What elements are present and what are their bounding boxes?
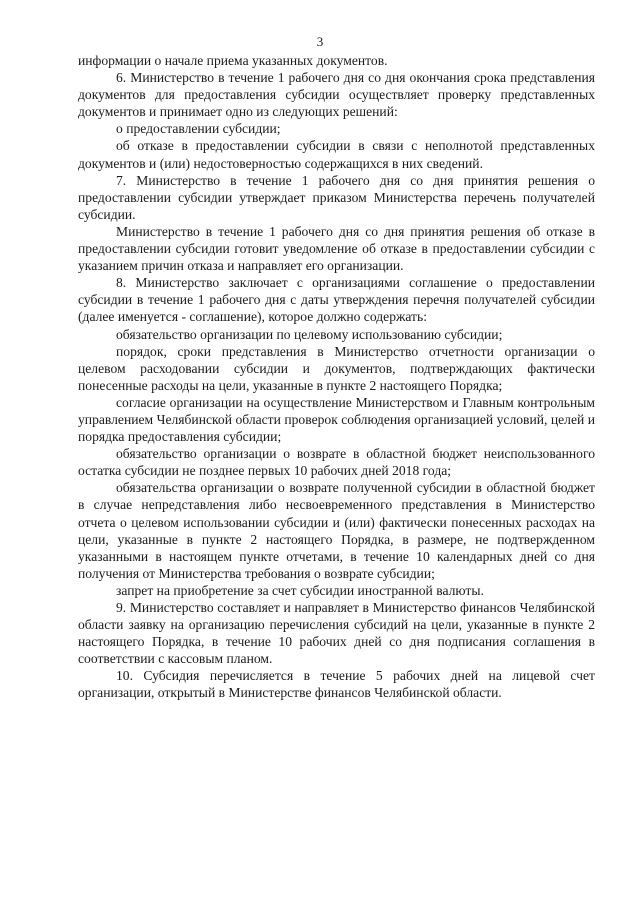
paragraph: 8. Министерство заключает с организациями соглашение о предоставлении субсидии в течение 1 рабочего дня с даты утверждения перечня получателей субсидии (далее именуется - соглашение), которое должно содержать: xyxy=(78,275,595,325)
paragraph: информации о начале приема указанных документов. xyxy=(78,53,388,68)
paragraph: 7. Министерство в течение 1 рабочего дня со дня принятия решения о предоставлении субсидии утверждает приказом Министерства перечень получателей субсидии. xyxy=(78,172,595,222)
paragraph: 10. Субсидия перечисляется в течение 5 рабочих дней на лицевой счет организации, открытый в Министерстве финансов Челябинской области. xyxy=(78,668,595,701)
paragraph: об отказе в предоставлении субсидии в связи с неполнотой представленных документов и (или) недостоверностью содержащихся в них сведений. xyxy=(78,138,595,171)
paragraph: запрет на приобретение за счет субсидии иностранной валюты. xyxy=(116,582,484,598)
paragraph: обязательство организации о возврате в областной бюджет неиспользованного остатка субсидии не позднее первых 10 рабочих дней 2018 года; xyxy=(78,446,595,479)
paragraph: Министерство в течение 1 рабочего дня со дня принятия решения об отказе в предоставлении субсидии готовит уведомление об отказе в предоставлении субсидии с указанием причин отказа и направляет его организации. xyxy=(78,223,595,274)
paragraph: 9. Министерство составляет и направляет в Министерство финансов Челябинской области заявку на организацию перечисления субсидий на цели, указанные в пункте 2 настоящего Порядка, в течение 10 рабочих дней со дня подписания соглашения в соответствии с кассовым планом. xyxy=(78,600,595,667)
paragraph: обязательства организации о возврате полученной субсидии в областной бюджет в случае непредставления либо несвоевременного представления в Министерство отчета о целевом использовании субсидии и (или) фактически понесенных расходах на цели, указанные в пункте 2 настоящего Порядка, в размере, не подтвержденном указанными в настоящем пункте отчетами, в течение 10 календарных дней со дня получения от Министерства требования о возврате субсидии; xyxy=(78,480,595,581)
document-body xyxy=(78,52,595,702)
paragraph: порядок, сроки представления в Министерство отчетности организации о целевом расходовании субсидии и документов, подтверждающих фактически понесенные расходы на цели, указанные в пункте 2 настоящего Порядка; xyxy=(78,343,595,393)
paragraph: обязательство организации по целевому использованию субсидии; xyxy=(116,326,503,342)
paragraph: 6. Министерство в течение 1 рабочего дня со дня окончания срока представления документов для предоставления субсидии осуществляет проверку представленных документов и принимает одно из следующих решений: xyxy=(78,70,595,120)
paragraph: о предоставлении субсидии; xyxy=(116,121,281,137)
paragraph: согласие организации на осуществление Министерством и Главным контрольным управлением Челябинской области проверок соблюдения организацией условий, целей и порядка предоставления субсидии; xyxy=(78,394,595,445)
page-number: 3 xyxy=(316,34,324,49)
